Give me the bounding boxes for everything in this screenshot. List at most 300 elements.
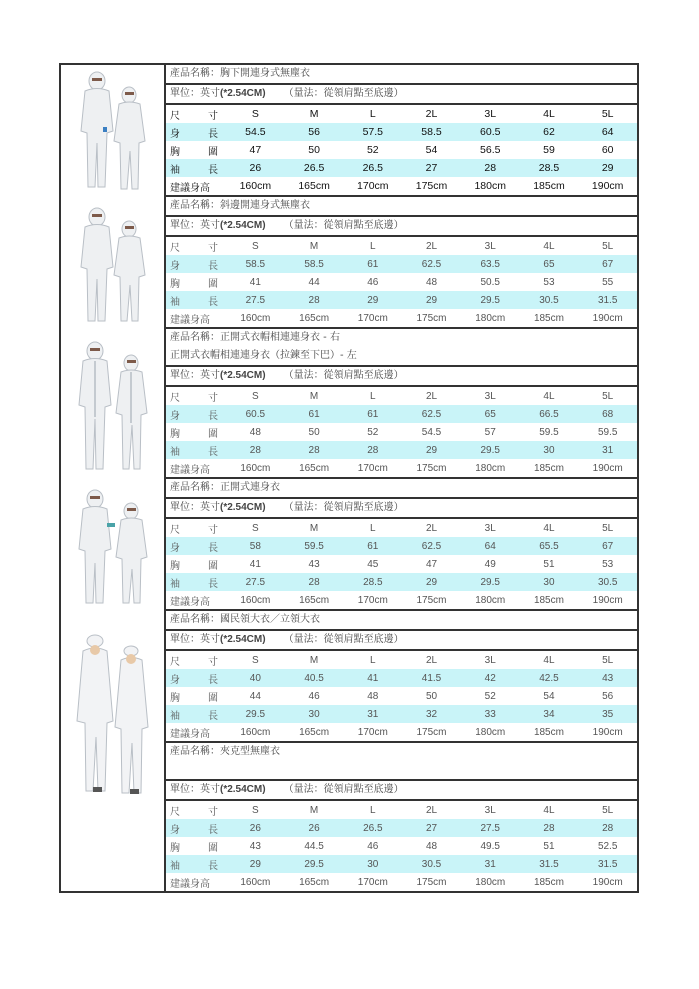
sleeve-label: 袖 長 [170, 578, 218, 590]
length-row [166, 255, 637, 273]
size-cell: 3L [484, 390, 496, 402]
product-photo [61, 479, 166, 611]
length-label: 身 長 [170, 542, 218, 554]
height-cell: 185cm [533, 312, 564, 324]
size-row [166, 801, 637, 819]
chest-cell: 46 [308, 690, 320, 702]
sleeve-cell: 30.5 [597, 576, 618, 588]
sleeve-cell: 30 [543, 444, 555, 456]
chest-cell: 54.5 [421, 426, 442, 438]
sleeve-cell: 31.5 [597, 858, 618, 870]
sleeve-cell: 34 [543, 708, 555, 720]
size-row [166, 105, 637, 123]
chest-cell: 54 [425, 144, 438, 156]
size-row [166, 387, 637, 405]
height-cell: 165cm [299, 726, 330, 738]
size-cell: 2L [425, 108, 438, 120]
sleeve-cell: 29 [425, 294, 438, 306]
height-cell: 165cm [299, 462, 330, 474]
length-cell: 58.5 [245, 258, 266, 270]
product-title: 產品名稱：夾克型無塵衣 [166, 743, 637, 781]
height-cell: 175cm [415, 180, 448, 192]
chest-cell: 41 [249, 276, 261, 288]
height-row [166, 177, 637, 197]
sleeve-cell: 31 [367, 708, 379, 720]
size-cell: S [252, 522, 259, 534]
product-block-lab-coat [59, 611, 639, 893]
chest-cell: 44.5 [304, 840, 324, 852]
sleeve-cell: 29.5 [304, 858, 324, 870]
sleeve-label: 袖 長 [170, 296, 218, 308]
size-cell: M [309, 240, 319, 252]
chest-cell: 52.5 [597, 840, 618, 852]
sleeve-row [166, 573, 637, 591]
sleeve-row [166, 441, 637, 459]
length-cell: 62 [543, 126, 555, 138]
chest-cell: 60 [601, 144, 614, 156]
sleeve-cell: 29 [425, 444, 438, 456]
height-cell: 170cm [357, 594, 388, 606]
sleeve-cell: 26.5 [362, 162, 384, 174]
sleeve-cell: 28 [308, 444, 320, 456]
product-block-coverall-side-zip [59, 197, 639, 329]
product-title: 產品名稱：國民領大衣／立領大衣 [166, 611, 637, 631]
chest-row [166, 555, 637, 573]
length-label: 身 長 [170, 410, 218, 422]
sleeve-cell: 26.5 [303, 162, 325, 174]
length-cell: 67 [602, 540, 614, 552]
size-row [166, 237, 637, 255]
product-spec-table [166, 197, 637, 329]
size-cell: L [370, 240, 376, 252]
size-cell: L [370, 654, 376, 666]
sleeve-cell: 29.5 [480, 576, 500, 588]
length-label: 身 長 [170, 824, 218, 836]
chest-row [166, 273, 637, 291]
length-cell: 62.5 [421, 540, 442, 552]
chest-cell: 59.5 [539, 426, 559, 438]
chest-cell: 47 [425, 558, 438, 570]
length-cell: 26 [249, 822, 261, 834]
chest-cell: 41 [249, 558, 261, 570]
sleeve-cell: 30.5 [421, 858, 442, 870]
size-cell: 5L [602, 522, 614, 534]
length-cell: 64 [484, 540, 496, 552]
length-cell: 42.5 [539, 672, 559, 684]
size-cell: 2L [425, 654, 438, 666]
product-title: 產品名稱：胸下開連身式無塵衣 [166, 65, 637, 85]
length-cell: 28 [543, 822, 555, 834]
height-cell: 175cm [416, 726, 447, 738]
chest-cell: 50 [425, 690, 438, 702]
chest-cell: 49 [484, 558, 496, 570]
unit-line: 單位：英寸(*2.54CM) （量法：從領肩點至底邊） [166, 631, 637, 651]
product-title: 產品名稱：正開式衣帽相連連身衣 - 右 [170, 332, 340, 343]
size-cell: 5L [601, 108, 614, 120]
length-row [166, 405, 637, 423]
unit-line: 單位：英寸(*2.54CM) （量法：從領肩點至底邊） [166, 499, 637, 519]
length-cell: 41 [367, 672, 379, 684]
height-cell: 190cm [592, 462, 623, 474]
height-cell: 180cm [475, 462, 506, 474]
height-cell: 175cm [416, 312, 447, 324]
chest-cell: 50 [308, 426, 320, 438]
product-spec-table [166, 611, 637, 891]
length-row [166, 669, 637, 687]
height-label: 建議身高 [170, 464, 210, 476]
sleeve-cell: 28.5 [363, 576, 383, 588]
height-cell: 165cm [299, 312, 330, 324]
length-cell: 61 [367, 258, 379, 270]
sleeve-cell: 30 [308, 708, 320, 720]
height-label: 建議身高 [170, 182, 210, 194]
product-title-secondary: 正開式衣帽相連連身衣（拉鍊至下巴）- 左 [166, 347, 637, 367]
chest-cell: 53 [543, 276, 555, 288]
size-cell: 2L [425, 240, 438, 252]
size-chart-sheet [59, 63, 639, 893]
size-label: 尺 寸 [170, 524, 218, 536]
sleeve-cell: 29.5 [245, 708, 266, 720]
height-cell: 165cm [299, 594, 330, 606]
size-cell: M [309, 804, 319, 816]
product-photo [61, 611, 166, 891]
sleeve-row [166, 291, 637, 309]
length-cell: 61 [367, 540, 379, 552]
size-cell: S [252, 804, 259, 816]
chest-cell: 50.5 [480, 276, 500, 288]
height-cell: 175cm [416, 462, 447, 474]
height-cell: 165cm [298, 180, 330, 192]
chest-cell: 48 [367, 690, 379, 702]
height-row [166, 309, 637, 329]
chest-row [166, 141, 637, 159]
size-cell: L [370, 522, 376, 534]
size-cell: 2L [425, 522, 438, 534]
length-row [166, 537, 637, 555]
size-cell: M [309, 390, 319, 402]
product-photo [61, 65, 166, 197]
length-cell: 64 [601, 126, 614, 138]
length-cell: 28 [602, 822, 614, 834]
chest-cell: 49.5 [480, 840, 500, 852]
length-cell: 60.5 [245, 408, 266, 420]
sleeve-cell: 29 [249, 858, 261, 870]
length-row [166, 123, 637, 141]
size-cell: S [252, 240, 259, 252]
size-cell: 4L [543, 804, 555, 816]
chest-cell: 51 [543, 558, 555, 570]
chest-cell: 48 [425, 276, 438, 288]
sleeve-cell: 29.5 [480, 444, 500, 456]
size-label: 尺 寸 [170, 242, 218, 254]
length-cell: 57.5 [362, 126, 384, 138]
size-cell: 4L [543, 654, 555, 666]
sleeve-cell: 31 [484, 858, 496, 870]
chest-cell: 50 [308, 144, 320, 156]
height-label: 建議身高 [170, 314, 210, 326]
height-cell: 190cm [592, 312, 623, 324]
length-cell: 54.5 [245, 126, 266, 138]
product-title: 產品名稱：斜邊開連身式無塵衣 [166, 197, 637, 217]
chest-cell: 59 [543, 144, 555, 156]
unit-line: 單位：英寸(*2.54CM) （量法：從領肩點至底邊） [166, 367, 637, 387]
size-cell: 2L [425, 390, 438, 402]
length-row [166, 819, 637, 837]
length-cell: 27 [425, 822, 438, 834]
size-label: 尺 寸 [170, 656, 218, 668]
height-cell: 170cm [357, 312, 388, 324]
length-cell: 42 [484, 672, 496, 684]
height-cell: 160cm [239, 180, 272, 192]
sleeve-cell: 32 [425, 708, 438, 720]
length-cell: 41.5 [421, 672, 442, 684]
length-label: 身 長 [170, 260, 218, 272]
chest-cell: 53 [602, 558, 614, 570]
size-cell: 3L [484, 108, 497, 120]
chest-label: 胸 圍 [170, 692, 218, 704]
chest-cell: 46 [367, 840, 379, 852]
height-cell: 160cm [240, 876, 271, 888]
size-label: 尺 寸 [170, 392, 218, 404]
chest-cell: 45 [367, 558, 379, 570]
length-cell: 26 [308, 822, 320, 834]
length-label: 身 長 [170, 674, 218, 686]
sleeve-cell: 29 [367, 294, 379, 306]
size-label: 尺 寸 [170, 110, 218, 122]
size-row [166, 519, 637, 537]
unit-line: 單位：英寸(*2.54CM) （量法：從領肩點至底邊） [166, 781, 637, 801]
length-cell: 67 [602, 258, 614, 270]
sleeve-cell: 28 [367, 444, 379, 456]
chest-label: 胸 圍 [170, 428, 218, 440]
height-row [166, 459, 637, 479]
sleeve-row [166, 159, 637, 177]
chest-cell: 44 [308, 276, 320, 288]
length-cell: 65.5 [539, 540, 559, 552]
product-spec-table [166, 329, 637, 479]
height-cell: 175cm [416, 876, 447, 888]
length-cell: 26.5 [363, 822, 383, 834]
height-cell: 180cm [475, 594, 506, 606]
product-block-coverall-front-zip [59, 479, 639, 611]
height-cell: 180cm [474, 180, 506, 192]
chest-label: 胸 圍 [170, 146, 218, 158]
chest-cell: 56.5 [480, 144, 501, 156]
chest-row [166, 837, 637, 855]
height-cell: 190cm [592, 876, 623, 888]
length-cell: 59.5 [304, 540, 324, 552]
sleeve-cell: 27.5 [245, 576, 266, 588]
sleeve-label: 袖 長 [170, 860, 218, 872]
height-cell: 185cm [533, 180, 565, 192]
sleeve-cell: 28 [484, 162, 497, 174]
length-cell: 60.5 [480, 126, 501, 138]
height-cell: 190cm [591, 180, 624, 192]
size-cell: 5L [602, 804, 614, 816]
sleeve-cell: 31.5 [597, 294, 618, 306]
chest-cell: 52 [367, 426, 379, 438]
chest-label: 胸 圍 [170, 278, 218, 290]
height-cell: 175cm [416, 594, 447, 606]
sleeve-cell: 28 [249, 444, 261, 456]
height-cell: 170cm [357, 876, 388, 888]
size-cell: S [252, 390, 259, 402]
height-cell: 170cm [357, 462, 388, 474]
length-cell: 62.5 [421, 408, 442, 420]
length-cell: 58 [249, 540, 261, 552]
sleeve-row [166, 855, 637, 873]
chest-cell: 44 [249, 690, 261, 702]
sleeve-label: 袖 長 [170, 164, 218, 176]
height-cell: 170cm [357, 180, 389, 192]
height-cell: 160cm [240, 462, 271, 474]
product-spec-table [166, 65, 637, 197]
chest-cell: 43 [308, 558, 320, 570]
product-block-coverall-chest-zip [59, 63, 639, 197]
sleeve-cell: 28 [308, 576, 320, 588]
sleeve-cell: 31 [602, 444, 614, 456]
height-cell: 180cm [475, 726, 506, 738]
height-cell: 190cm [592, 726, 623, 738]
sleeve-cell: 31.5 [539, 858, 559, 870]
length-cell: 40.5 [304, 672, 324, 684]
sleeve-label: 袖 長 [170, 446, 218, 458]
height-cell: 165cm [299, 876, 330, 888]
length-cell: 63.5 [480, 258, 500, 270]
size-cell: 3L [484, 804, 496, 816]
height-row [166, 591, 637, 611]
length-cell: 62.5 [421, 258, 442, 270]
chest-cell: 48 [425, 840, 438, 852]
sleeve-cell: 26 [249, 162, 262, 174]
length-cell: 43 [602, 672, 614, 684]
sleeve-cell: 27 [425, 162, 438, 174]
height-label: 建議身高 [170, 878, 210, 890]
sleeve-cell: 29 [601, 162, 614, 174]
height-cell: 160cm [240, 594, 271, 606]
size-label: 尺 寸 [170, 806, 218, 818]
chest-cell: 59.5 [597, 426, 618, 438]
size-cell: 4L [543, 108, 555, 120]
cleanroom-suit-illustration-icon [63, 483, 162, 607]
sleeve-row [166, 705, 637, 723]
chest-cell: 48 [249, 426, 261, 438]
length-cell: 58.5 [304, 258, 324, 270]
product-title: 產品名稱：正開式連身衣 [166, 479, 637, 499]
height-row [166, 723, 637, 743]
length-cell: 56 [308, 126, 320, 138]
sleeve-cell: 33 [484, 708, 496, 720]
size-cell: M [309, 522, 319, 534]
size-cell: L [370, 390, 376, 402]
sleeve-cell: 35 [602, 708, 614, 720]
chest-cell: 47 [249, 144, 262, 156]
chest-cell: 55 [602, 276, 614, 288]
size-cell: 5L [602, 654, 614, 666]
chest-row [166, 423, 637, 441]
size-cell: S [252, 654, 259, 666]
chest-cell: 56 [602, 690, 614, 702]
size-cell: M [309, 654, 319, 666]
chest-row [166, 687, 637, 705]
chest-cell: 43 [249, 840, 261, 852]
size-cell: 3L [484, 522, 496, 534]
product-block-coverall-front-zip-hood [59, 329, 639, 479]
height-label: 建議身高 [170, 728, 210, 740]
length-cell: 68 [602, 408, 614, 420]
height-cell: 180cm [475, 876, 506, 888]
sleeve-cell: 30.5 [539, 294, 559, 306]
cleanroom-suit-illustration-icon [63, 333, 162, 475]
product-photo [61, 197, 166, 329]
size-cell: 4L [543, 390, 555, 402]
size-cell: 3L [484, 240, 496, 252]
size-cell: 5L [602, 240, 614, 252]
chest-label: 胸 圍 [170, 560, 218, 572]
height-label: 建議身高 [170, 596, 210, 608]
chest-cell: 51 [543, 840, 555, 852]
size-row [166, 651, 637, 669]
chest-cell: 52 [366, 144, 379, 156]
size-cell: M [309, 108, 319, 120]
chest-cell: 52 [484, 690, 496, 702]
length-label: 身 長 [170, 128, 218, 140]
sleeve-cell: 27.5 [245, 294, 266, 306]
length-cell: 27.5 [480, 822, 500, 834]
product-spec-table [166, 479, 637, 611]
size-cell: L [370, 804, 376, 816]
height-row [166, 873, 637, 891]
size-cell: 4L [543, 240, 555, 252]
height-cell: 185cm [533, 876, 564, 888]
sleeve-cell: 28 [308, 294, 320, 306]
length-cell: 40 [249, 672, 261, 684]
height-cell: 185cm [533, 726, 564, 738]
length-cell: 58.5 [421, 126, 442, 138]
sleeve-cell: 29 [425, 576, 438, 588]
height-cell: 160cm [240, 726, 271, 738]
unit-line: 單位：英寸(*2.54CM) （量法：從領肩點至底邊） [166, 217, 637, 237]
height-cell: 185cm [533, 594, 564, 606]
unit-line: 單位：英寸(*2.54CM) （量法：從領肩點至底邊） [166, 85, 637, 105]
product-photo [61, 329, 166, 479]
length-cell: 61 [367, 408, 379, 420]
height-cell: 180cm [475, 312, 506, 324]
chest-label: 胸 圍 [170, 842, 218, 854]
cleanroom-suit-illustration-icon [63, 67, 162, 195]
size-cell: 2L [425, 804, 438, 816]
height-cell: 190cm [592, 594, 623, 606]
chest-cell: 54 [543, 690, 555, 702]
sleeve-label: 袖 長 [170, 710, 218, 722]
cleanroom-suit-illustration-icon [63, 201, 162, 325]
size-cell: 3L [484, 654, 496, 666]
sleeve-cell: 28.5 [538, 162, 560, 174]
length-cell: 65 [543, 258, 555, 270]
lab-coat-illustration-icon [63, 611, 162, 801]
size-cell: 4L [543, 522, 555, 534]
length-cell: 66.5 [539, 408, 559, 420]
sleeve-cell: 30 [543, 576, 555, 588]
size-cell: L [369, 108, 376, 120]
chest-cell: 46 [367, 276, 379, 288]
size-cell: 5L [602, 390, 614, 402]
sleeve-cell: 30 [367, 858, 379, 870]
height-cell: 160cm [240, 312, 271, 324]
height-cell: 170cm [357, 726, 388, 738]
size-cell: S [251, 108, 259, 120]
height-cell: 185cm [533, 462, 564, 474]
